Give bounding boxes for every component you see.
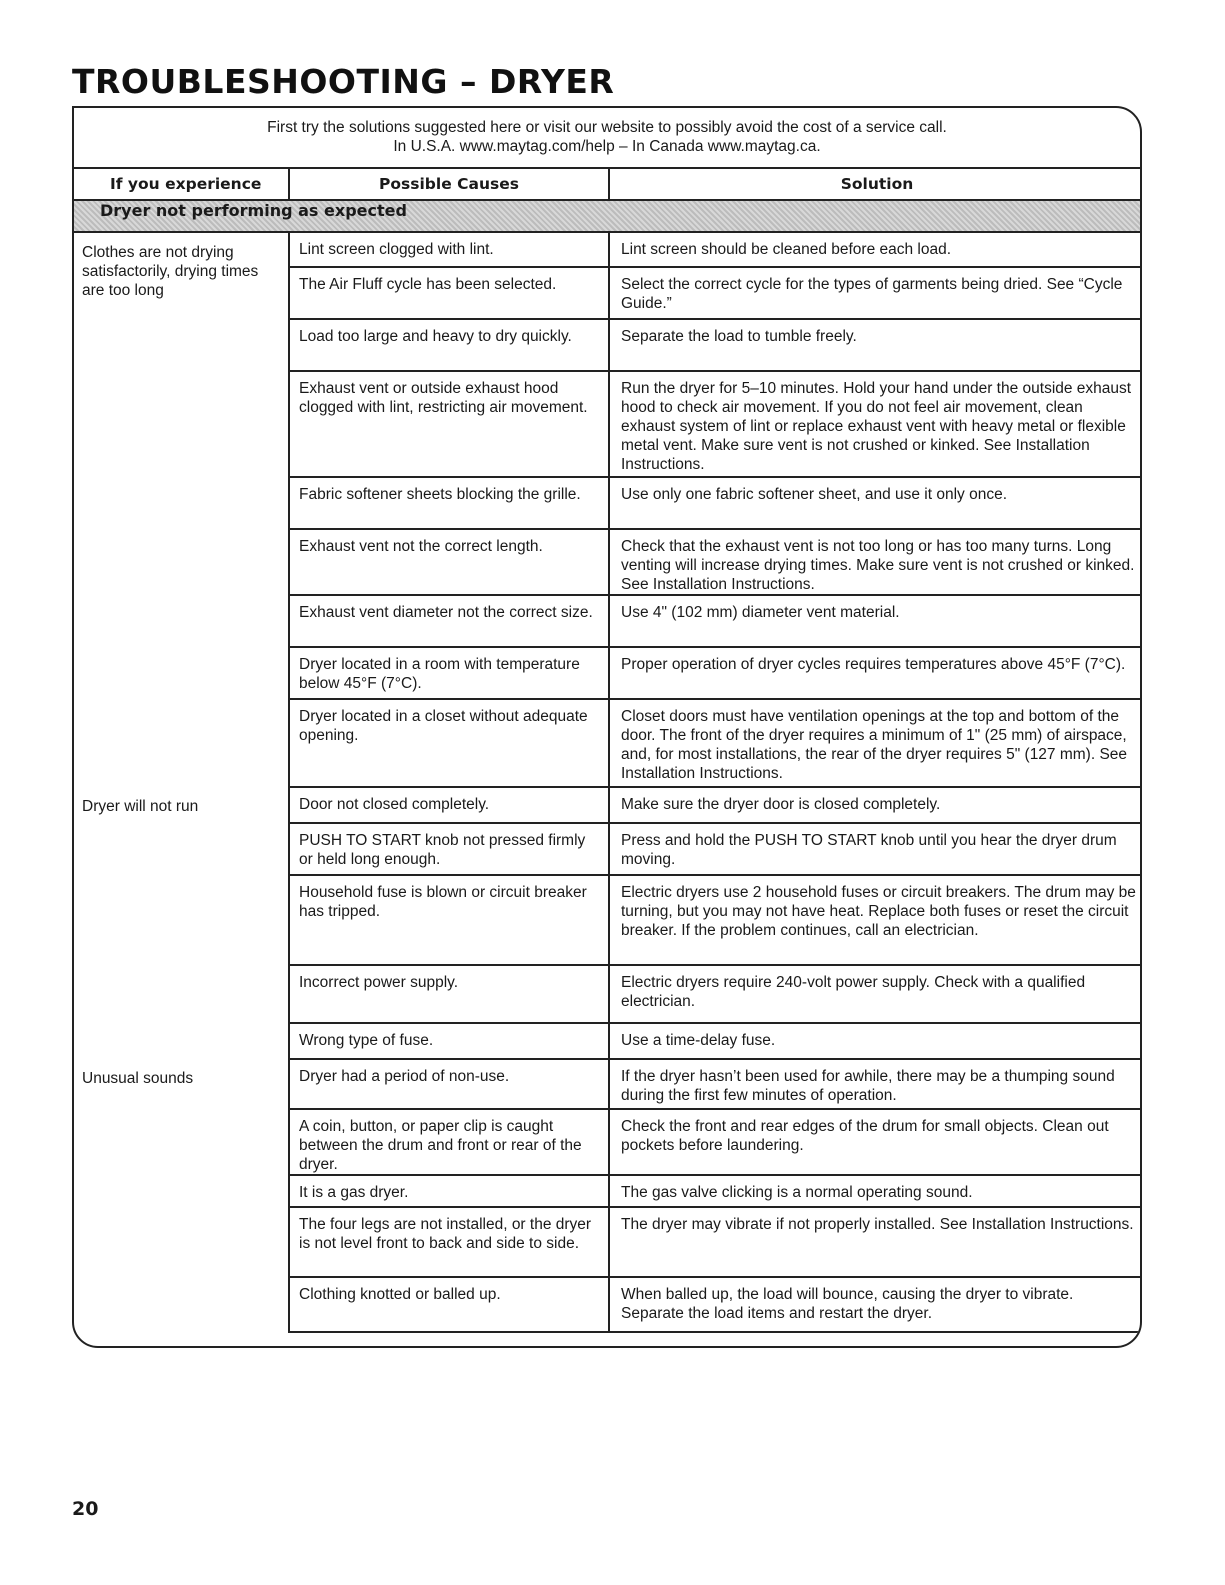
cause-cell: Exhaust vent or outside exhaust hood clogged with lint, restricting air movement. bbox=[289, 371, 609, 477]
solution-cell: Electric dryers require 240-volt power supply. Check with a qualified electrician. bbox=[609, 965, 1142, 1023]
experience-cell: Unusual sounds bbox=[82, 1070, 194, 1087]
solution-cell: When balled up, the load will bounce, causing the dryer to vibrate. Separate the load items and restart the dryer. bbox=[609, 1277, 1142, 1332]
cause-cell: Dryer located in a closet without adequate opening. bbox=[289, 699, 609, 787]
solution-cell: If the dryer hasn’t been used for awhile, there may be a thumping sound during the first few minutes of operation. bbox=[609, 1059, 1142, 1109]
cause-cell: Wrong type of fuse. bbox=[289, 1023, 609, 1059]
section-row bbox=[74, 200, 1142, 232]
section-heading: Dryer not performing as expected bbox=[74, 200, 1142, 232]
cause-cell: Household fuse is blown or circuit breaker has tripped. bbox=[289, 875, 609, 965]
experience-cell: Clothes are not drying satisfactorily, drying times are too long bbox=[82, 244, 259, 299]
solution-cell: Proper operation of dryer cycles requires temperatures above 45°F (7°C). bbox=[609, 647, 1142, 699]
cause-cell: Fabric softener sheets blocking the grille. bbox=[289, 477, 609, 529]
troubleshooting-table bbox=[74, 167, 1142, 1333]
cause-cell: Load too large and heavy to dry quickly. bbox=[289, 319, 609, 371]
solution-cell: Use 4" (102 mm) diameter vent material. bbox=[609, 595, 1142, 647]
solution-cell: Run the dryer for 5–10 minutes. Hold your hand under the outside exhaust hood to check air movement. If you do not feel air movement, clean exhaust system of lint or replace exhaust vent with heavy metal or flexible metal vent. Make sure vent is not crushed or kinked. See Installation Instructions. bbox=[609, 371, 1142, 477]
solution-cell: Lint screen should be cleaned before each load. bbox=[609, 232, 1142, 267]
table-header-row bbox=[74, 168, 1142, 200]
cause-cell: The four legs are not installed, or the dryer is not level front to back and side to side. bbox=[289, 1207, 609, 1277]
solution-cell: Press and hold the PUSH TO START knob until you hear the dryer drum moving. bbox=[609, 823, 1142, 875]
cause-cell: Incorrect power supply. bbox=[289, 965, 609, 1023]
solution-cell: Closet doors must have ventilation openings at the top and bottom of the door. The front of the dryer requires a minimum of 1" (25 mm) of airspace, and, for most installations, the rear of the dryer requires 5" (127 mm). See Installation Instructions. bbox=[609, 699, 1142, 787]
solution-cell: Use a time-delay fuse. bbox=[609, 1023, 1142, 1059]
page-number: 20 bbox=[72, 1498, 99, 1520]
solution-cell: Separate the load to tumble freely. bbox=[609, 319, 1142, 371]
experience-cell: Dryer will not run bbox=[82, 798, 199, 815]
solution-cell: Electric dryers use 2 household fuses or circuit breakers. The drum may be turning, but you may not have heat. Replace both fuses or reset the circuit breaker. If the problem continues, call an electrician. bbox=[609, 875, 1142, 965]
cause-cell: Dryer had a period of non-use. bbox=[289, 1059, 609, 1109]
header-experience: If you experience bbox=[74, 168, 289, 200]
cause-cell: Door not closed completely. bbox=[289, 787, 609, 823]
solution-cell: Use only one fabric softener sheet, and use it only once. bbox=[609, 477, 1142, 529]
cause-cell: A coin, button, or paper clip is caught between the drum and front or rear of the dryer. bbox=[289, 1109, 609, 1175]
solution-cell: Make sure the dryer door is closed completely. bbox=[609, 787, 1142, 823]
solution-cell: Check the front and rear edges of the drum for small objects. Clean out pockets before laundering. bbox=[609, 1109, 1142, 1175]
cause-cell: Exhaust vent not the correct length. bbox=[289, 529, 609, 595]
solution-cell: The gas valve clicking is a normal operating sound. bbox=[609, 1175, 1142, 1207]
table-row bbox=[74, 1059, 1142, 1109]
solution-cell: Check that the exhaust vent is not too long or has too many turns. Long venting will increase drying times. Make sure vent is not crushed or kinked. See Installation Instructions. bbox=[609, 529, 1142, 595]
cause-cell: Dryer located in a room with temperature below 45°F (7°C). bbox=[289, 647, 609, 699]
header-causes: Possible Causes bbox=[289, 168, 609, 200]
cause-cell: Lint screen clogged with lint. bbox=[289, 232, 609, 267]
cause-cell: Exhaust vent diameter not the correct size. bbox=[289, 595, 609, 647]
solution-cell: The dryer may vibrate if not properly installed. See Installation Instructions. bbox=[609, 1207, 1142, 1277]
page-title: TROUBLESHOOTING – DRYER bbox=[72, 62, 615, 101]
solution-cell: Select the correct cycle for the types of garments being dried. See “Cycle Guide.” bbox=[609, 267, 1142, 319]
cause-cell: Clothing knotted or balled up. bbox=[289, 1277, 609, 1332]
table-row bbox=[74, 787, 1142, 823]
header-solution: Solution bbox=[609, 168, 1142, 200]
table-row bbox=[74, 232, 1142, 267]
intro bbox=[74, 108, 1140, 167]
intro-line-2: In U.S.A. www.maytag.com/help – In Canada www.maytag.ca. bbox=[393, 138, 821, 155]
troubleshooting-frame bbox=[72, 106, 1142, 1348]
cause-cell: PUSH TO START knob not pressed firmly or held long enough. bbox=[289, 823, 609, 875]
cause-cell: It is a gas dryer. bbox=[289, 1175, 609, 1207]
intro-line-1: First try the solutions suggested here or visit our website to possibly avoid the cost of a service call. bbox=[267, 119, 947, 136]
cause-cell: The Air Fluff cycle has been selected. bbox=[289, 267, 609, 319]
